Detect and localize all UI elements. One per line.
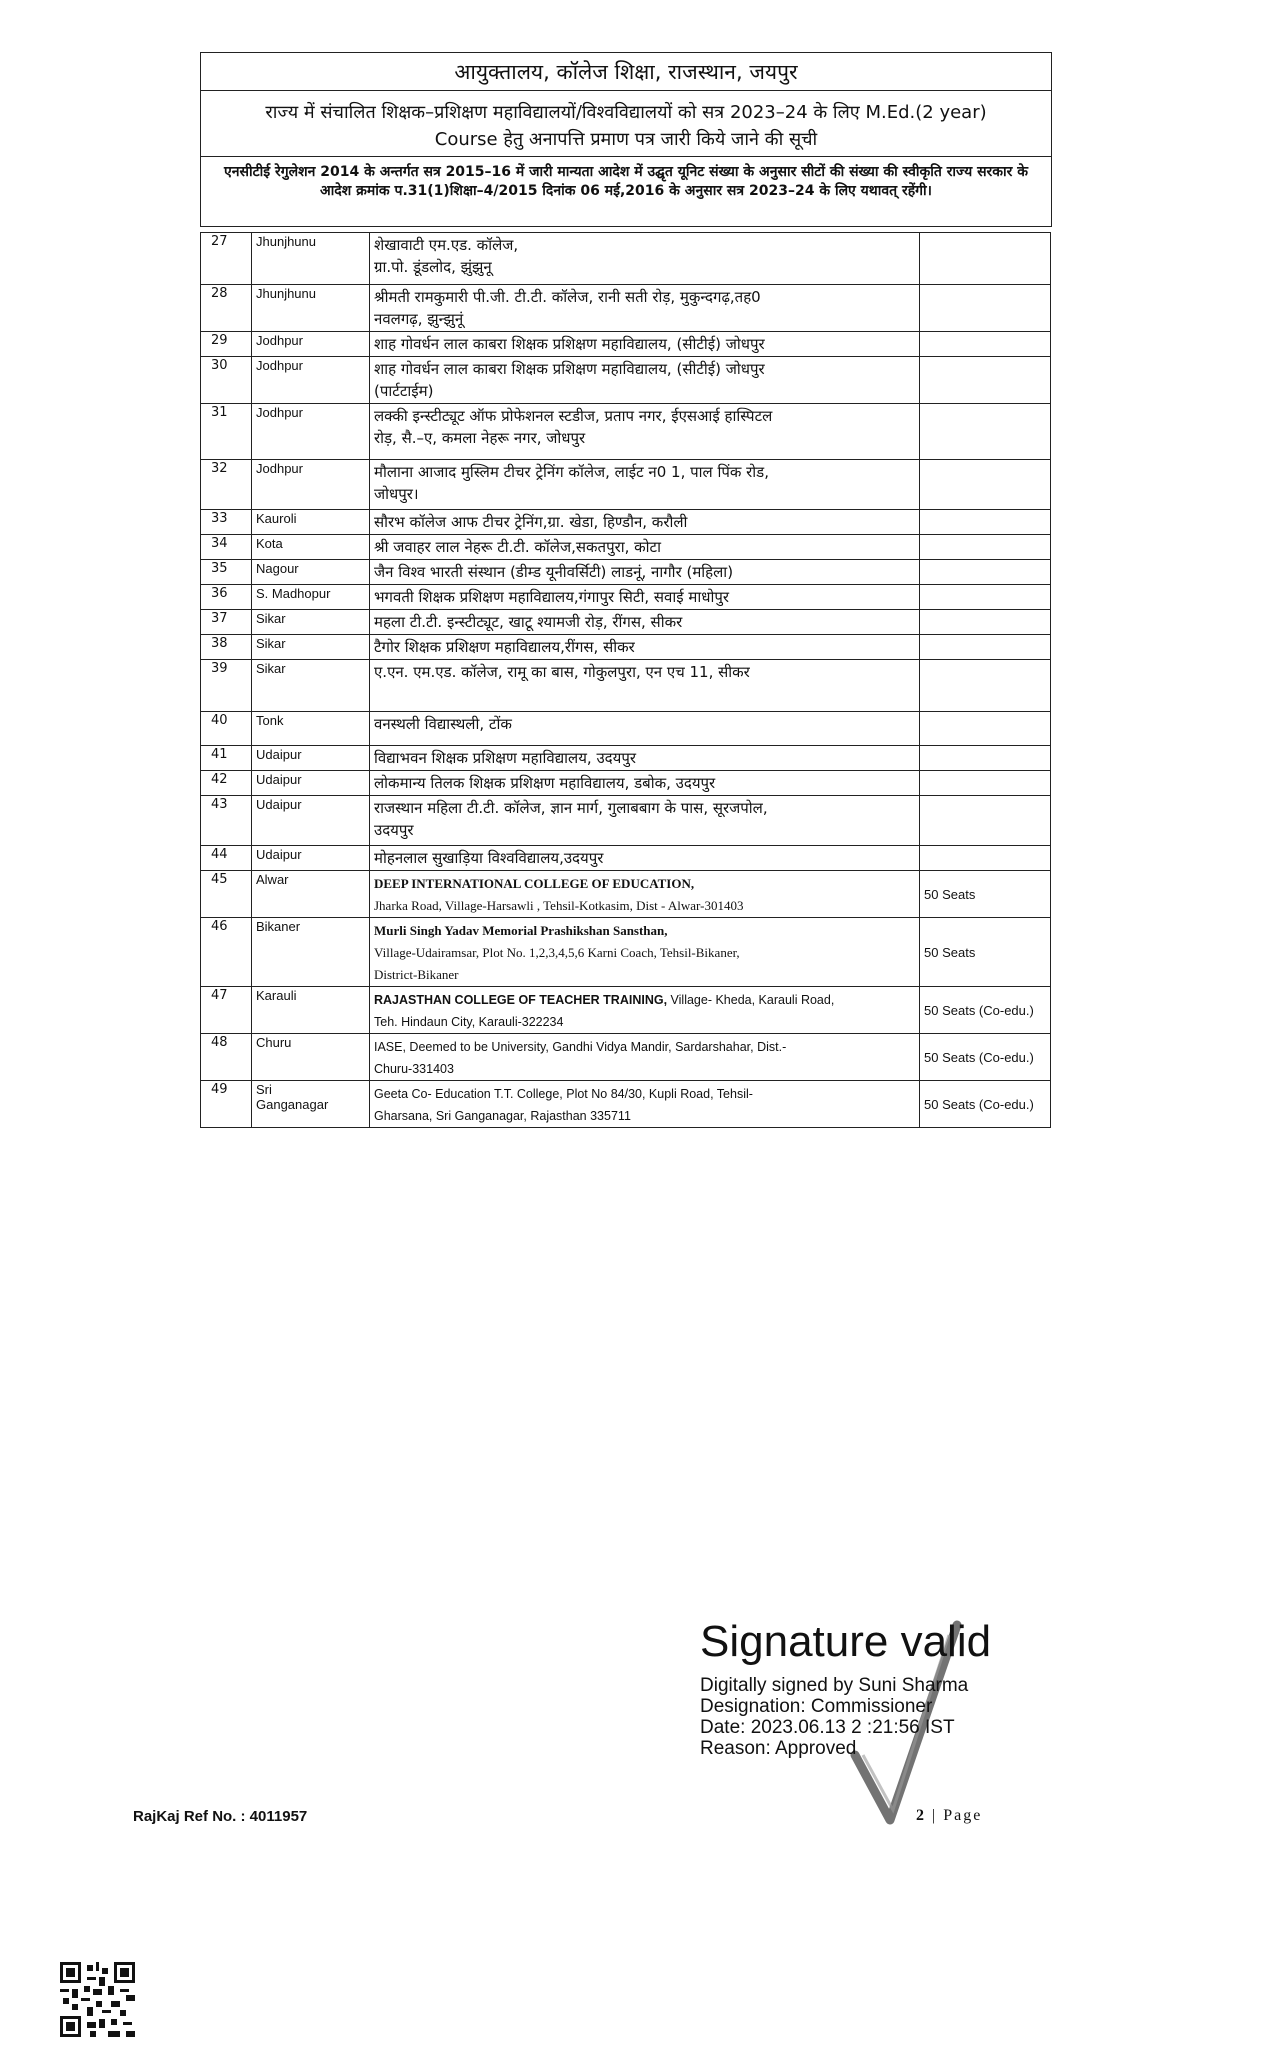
table-row	[201, 987, 1051, 1034]
college-name-bold: DEEP INTERNATIONAL COLLEGE OF EDUCATION,	[374, 876, 695, 891]
serial-number: 27	[201, 233, 252, 285]
college-address: Geeta Co- Education T.T. College, Plot No 84/30, Kupli Road, Tehsil- Gharsana, Sri Ganganagar, Rajasthan 335711	[374, 1087, 753, 1123]
college-address: भगवती शिक्षक प्रशिक्षण महाविद्यालय,गंगापुर सिटी, सवाई माधोपुर	[374, 588, 729, 606]
college-name-cell	[370, 535, 920, 560]
table-row	[201, 660, 1051, 712]
district-cell: Kota	[252, 535, 370, 560]
regulation-note: एनसीटीई रेगुलेशन 2014 के अन्तर्गत सत्र 2015–16 में जारी मान्यता आदेश में उद्घृत यूनिट संख्या के अनुसार सीटों की संख्या की स्वीकृति राज्य सरकार के आदेश क्रमांक प.31(1)शिक्षा–4/2015 दिनांक 06 मई,2016 के अनुसार सत्र 2023–24 के लिए यथावत् रहेंगी।	[201, 157, 1051, 227]
college-address: शाह गोवर्धन लाल काबरा शिक्षक प्रशिक्षण महाविद्यालय, (सीटीई) जोधपुर	[374, 335, 765, 353]
college-name-cell	[370, 233, 920, 285]
serial-number: 39	[201, 660, 252, 712]
college-name-cell	[370, 635, 920, 660]
district-cell: Alwar	[252, 871, 370, 918]
college-address: मौलाना आजाद मुस्लिम टीचर ट्रेनिंग कॉलेज, लाईट न0 1, पाल पिंक रोड, जोधपुर।	[374, 463, 769, 503]
college-name-cell	[370, 460, 920, 510]
table-row	[201, 535, 1051, 560]
seats-cell	[920, 585, 1051, 610]
college-address: ए.एन. एम.एड. कॉलेज, रामू का बास, गोकुलपुरा, एन एच 11, सीकर	[374, 663, 750, 681]
serial-number: 45	[201, 871, 252, 918]
table-row	[201, 712, 1051, 746]
table-row	[201, 332, 1051, 357]
seats-cell	[920, 460, 1051, 510]
district-cell: Bikaner	[252, 918, 370, 987]
table-row	[201, 285, 1051, 332]
serial-number: 48	[201, 1034, 252, 1081]
serial-number: 49	[201, 1081, 252, 1128]
college-name-cell	[370, 404, 920, 460]
district-cell: Sikar	[252, 660, 370, 712]
district-cell: Jodhpur	[252, 332, 370, 357]
qr-code-icon	[60, 1962, 135, 2037]
seats-cell	[920, 712, 1051, 746]
college-address: Village-Udairamsar, Plot No. 1,2,3,4,5,6 Karni Coach, Tehsil-Bikaner, District-Bikaner	[374, 945, 740, 982]
seats-cell	[920, 285, 1051, 332]
college-name-cell	[370, 871, 920, 918]
district-cell: Karauli	[252, 987, 370, 1034]
district-cell: Udaipur	[252, 746, 370, 771]
table-row	[201, 1081, 1051, 1128]
seats-cell: 50 Seats (Co-edu.)	[920, 1081, 1051, 1128]
college-address: Jharka Road, Village-Harsawli , Tehsil-Kotkasim, Dist - Alwar-301403	[374, 898, 744, 913]
college-name-cell	[370, 285, 920, 332]
seats-cell	[920, 771, 1051, 796]
seats-cell	[920, 796, 1051, 846]
serial-number: 33	[201, 510, 252, 535]
sign-reason: Reason: Approved	[700, 1738, 857, 1759]
serial-number: 28	[201, 285, 252, 332]
district-cell: Udaipur	[252, 771, 370, 796]
college-table	[200, 232, 1051, 1128]
seats-cell	[920, 233, 1051, 285]
rajkaj-ref: RajKaj Ref No. : 4011957	[133, 1808, 308, 1825]
serial-number: 41	[201, 746, 252, 771]
district-cell: Jhunjhunu	[252, 233, 370, 285]
district-cell: Udaipur	[252, 796, 370, 846]
seats-cell: 50 Seats	[920, 918, 1051, 987]
serial-number: 30	[201, 357, 252, 404]
table-row	[201, 871, 1051, 918]
college-address: शेखावाटी एम.एड. कॉलेज, ग्रा.पो. डूंडलोद, झुंझुनू	[374, 236, 519, 276]
office-title: आयुक्तालय, कॉलेज शिक्षा, राजस्थान, जयपुर	[201, 53, 1051, 91]
district-cell: Sikar	[252, 635, 370, 660]
district-cell: Churu	[252, 1034, 370, 1081]
college-name-cell	[370, 560, 920, 585]
table-row	[201, 560, 1051, 585]
subtitle-line-1: राज्य में संचालित शिक्षक–प्रशिक्षण महाविद्यालयों/विश्वविद्यालयों को सत्र 2023–24 के लिए M.Ed.(2 year)	[265, 102, 987, 123]
college-address: विद्याभवन शिक्षक प्रशिक्षण महाविद्यालय, उदयपुर	[374, 749, 636, 767]
page-number: 2 | Page	[916, 1807, 983, 1824]
college-address: मोहनलाल सुखाड़िया विश्वविद्यालय,उदयपुर	[374, 849, 604, 867]
college-name-cell	[370, 510, 920, 535]
table-row	[201, 918, 1051, 987]
college-address: लक्की इन्स्टीट्यूट ऑफ प्रोफेशनल स्टडीज, प्रताप नगर, ईएसआई हास्पिटल रोड़, सै.–ए, कमला नेहरू नगर, जोधपुर	[374, 407, 773, 447]
seats-cell	[920, 746, 1051, 771]
serial-number: 40	[201, 712, 252, 746]
college-name-cell	[370, 918, 920, 987]
college-address: शाह गोवर्धन लाल काबरा शिक्षक प्रशिक्षण महाविद्यालय, (सीटीई) जोधपुर (पार्टटाईम)	[374, 360, 765, 400]
district-cell: Sri Ganganagar	[252, 1081, 370, 1128]
college-name-cell	[370, 987, 920, 1034]
college-name-cell	[370, 746, 920, 771]
serial-number: 36	[201, 585, 252, 610]
college-address: IASE, Deemed to be University, Gandhi Vidya Mandir, Sardarshahar, Dist.- Churu-331403	[374, 1040, 787, 1076]
district-cell: Sikar	[252, 610, 370, 635]
college-name-cell	[370, 796, 920, 846]
college-name-cell	[370, 660, 920, 712]
serial-number: 44	[201, 846, 252, 871]
header-box	[200, 52, 1052, 227]
seats-cell	[920, 332, 1051, 357]
college-address: सौरभ कॉलेज आफ टीचर ट्रेनिंग,ग्रा. खेडा, हिण्डौन, करौली	[374, 513, 688, 531]
table-row	[201, 610, 1051, 635]
college-address: टैगोर शिक्षक प्रशिक्षण महाविद्यालय,रींगस, सीकर	[374, 638, 635, 656]
district-cell: Jodhpur	[252, 357, 370, 404]
table-row	[201, 510, 1051, 535]
serial-number: 35	[201, 560, 252, 585]
seats-cell: 50 Seats (Co-edu.)	[920, 1034, 1051, 1081]
table-row	[201, 771, 1051, 796]
table-row	[201, 846, 1051, 871]
college-address: महला टी.टी. इन्स्टीट्यूट, खाटू श्यामजी रोड़, रींगस, सीकर	[374, 613, 683, 631]
serial-number: 32	[201, 460, 252, 510]
college-name-cell	[370, 610, 920, 635]
sign-date: Date: 2023.06.13 2 :21:56 IST	[700, 1717, 955, 1738]
college-name-cell	[370, 846, 920, 871]
signature-status: Signature valid	[700, 1617, 992, 1666]
serial-number: 31	[201, 404, 252, 460]
college-name-bold: Murli Singh Yadav Memorial Prashikshan Sansthan,	[374, 923, 668, 938]
serial-number: 46	[201, 918, 252, 987]
college-name-bold: RAJASTHAN COLLEGE OF TEACHER TRAINING,	[374, 993, 668, 1007]
table-row	[201, 404, 1051, 460]
college-name-cell	[370, 1081, 920, 1128]
college-name-cell	[370, 332, 920, 357]
serial-number: 37	[201, 610, 252, 635]
seats-cell	[920, 846, 1051, 871]
serial-number: 38	[201, 635, 252, 660]
list-subtitle	[201, 91, 1051, 157]
seats-cell	[920, 560, 1051, 585]
district-cell: Jhunjhunu	[252, 285, 370, 332]
district-cell: Jodhpur	[252, 460, 370, 510]
seats-cell	[920, 535, 1051, 560]
table-row	[201, 585, 1051, 610]
table-row	[201, 796, 1051, 846]
college-address: जैन विश्व भारती संस्थान (डीम्ड यूनीवर्सिटी) लाडनूं, नागौर (महिला)	[374, 563, 734, 581]
seats-cell	[920, 404, 1051, 460]
subtitle-line-2: Course हेतु अनापत्ति प्रमाण पत्र जारी किये जाने की सूची	[434, 129, 818, 150]
table-row	[201, 635, 1051, 660]
signed-by: Digitally signed by Suni Sharma	[700, 1675, 969, 1696]
seats-cell: 50 Seats	[920, 871, 1051, 918]
serial-number: 34	[201, 535, 252, 560]
seats-cell	[920, 510, 1051, 535]
designation: Designation: Commissioner	[700, 1696, 933, 1717]
college-address: राजस्थान महिला टी.टी. कॉलेज, ज्ञान मार्ग, गुलाबबाग के पास, सूरजपोल, उदयपुर	[374, 799, 768, 839]
district-cell: Tonk	[252, 712, 370, 746]
table-row	[201, 357, 1051, 404]
serial-number: 47	[201, 987, 252, 1034]
serial-number: 43	[201, 796, 252, 846]
district-cell: Jodhpur	[252, 404, 370, 460]
district-cell: Kauroli	[252, 510, 370, 535]
college-address: लोकमान्य तिलक शिक्षक प्रशिक्षण महाविद्यालय, डबोक, उदयपुर	[374, 774, 716, 792]
college-address: श्रीमती रामकुमारी पी.जी. टी.टी. कॉलेज, रानी सती रोड़, मुकुन्दगढ़,तह0 नवलगढ़, झुन्झुनूं	[374, 288, 761, 328]
college-name-cell	[370, 771, 920, 796]
college-address: वनस्थली विद्यास्थली, टोंक	[374, 715, 512, 733]
table-row	[201, 1034, 1051, 1081]
table-row	[201, 746, 1051, 771]
college-name-cell	[370, 585, 920, 610]
seats-cell	[920, 635, 1051, 660]
seats-cell	[920, 357, 1051, 404]
serial-number: 42	[201, 771, 252, 796]
district-cell: Nagour	[252, 560, 370, 585]
seats-cell	[920, 610, 1051, 635]
college-name-cell	[370, 712, 920, 746]
table-row	[201, 460, 1051, 510]
college-address: श्री जवाहर लाल नेहरू टी.टी. कॉलेज,सकतपुरा, कोटा	[374, 538, 662, 556]
college-name-cell	[370, 1034, 920, 1081]
seats-cell: 50 Seats (Co-edu.)	[920, 987, 1051, 1034]
district-cell: S. Madhopur	[252, 585, 370, 610]
seats-cell	[920, 660, 1051, 712]
digital-signature	[700, 1617, 1060, 1759]
table-row	[201, 233, 1051, 285]
district-cell: Udaipur	[252, 846, 370, 871]
serial-number: 29	[201, 332, 252, 357]
college-name-cell	[370, 357, 920, 404]
college-address: Village- Kheda, Karauli Road, Teh. Hindaun City, Karauli-322234	[374, 993, 835, 1029]
